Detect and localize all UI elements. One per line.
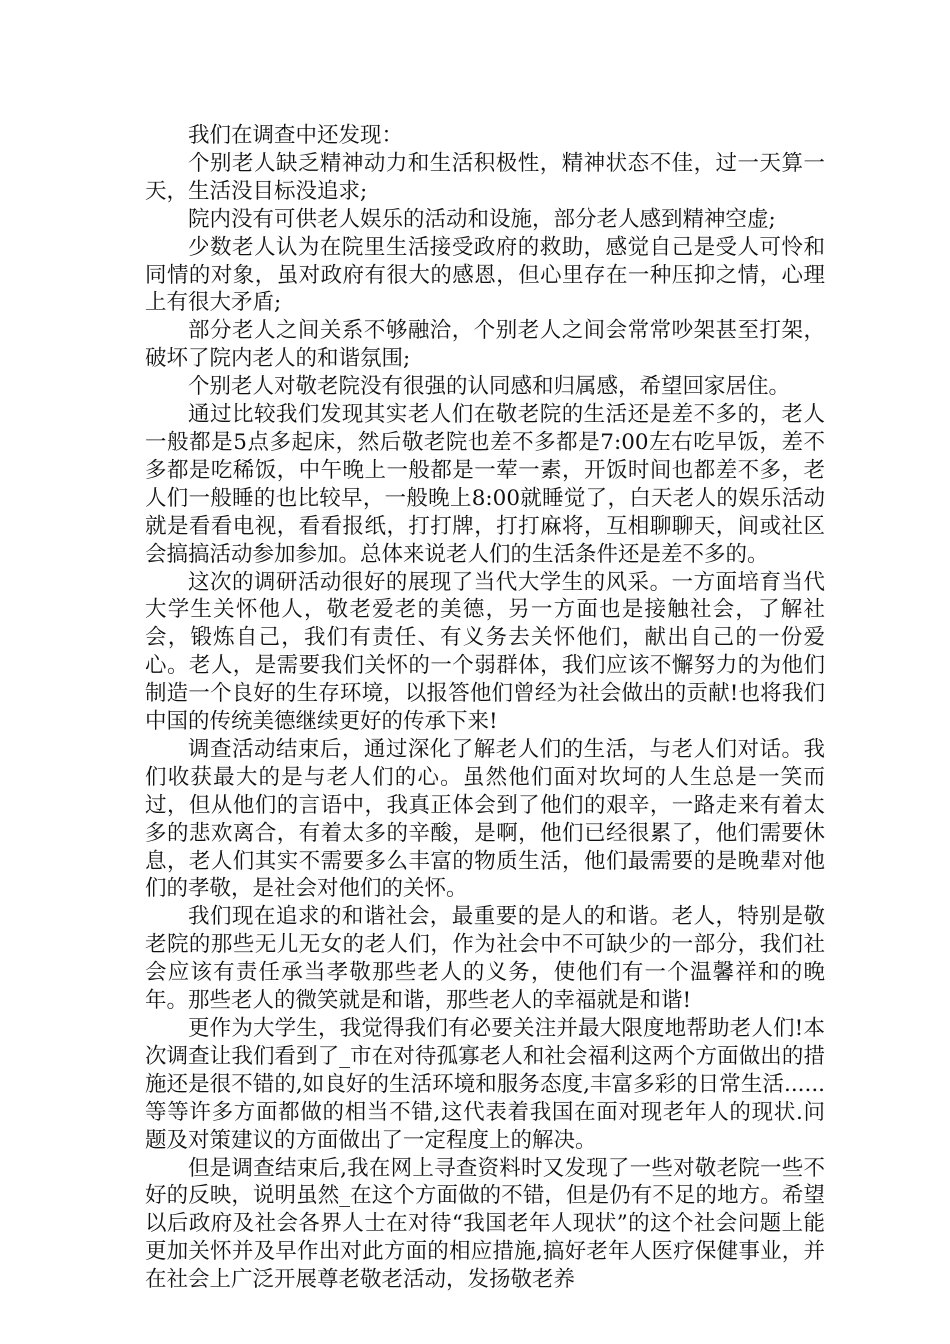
paragraph-relationships: 部分老人之间关系不够融洽，个别老人之间会常常吵架甚至打架，破坏了院内老人的和谐氛围; xyxy=(145,318,825,372)
paragraph-findings-intro: 我们在调查中还发现： xyxy=(188,123,404,148)
paragraph-government-aid: 少数老人认为在院里生活接受政府的救助，感觉自己是受人可怜和同情的对象，虽对政府有很大的感恩，但心里存在一种压抑之情，心理上有很大矛盾; xyxy=(145,234,825,316)
paragraph-harmonious-society: 我们现在追求的和谐社会，最重要的是人的和谐。老人，特别是敬老院的那些无儿无女的老人们，作为社会中不可缺少的一部分，我们社会应该有责任承当孝敬那些老人的义务，使他们有一个温馨祥和的晚年。那些老人的微笑就是和谐，那些老人的幸福就是和谐! xyxy=(145,904,825,1014)
paragraph-lack-motivation: 个别老人缺乏精神动力和生活积极性，精神状态不佳，过一天算一天，生活没目标没追求; xyxy=(145,150,825,204)
paragraph-daily-routine: 通过比较我们发现其实老人们在敬老院的生活还是差不多的，老人一般都是5点多起床，然后敬老院也差不多都是7:00左右吃早饭，差不多都是吃稀饭，中午晚上一般都是一荤一素，开饭时间也都差不多，老人们一般睡的也比较早，一般晚上8:00就睡觉了，白天老人的娱乐活动就是看看电视，看看报纸，打打牌，打打麻将，互相聊聊天，间或社区会搞搞活动参加参加。总体来说老人们的生活条件还是差不多的。 xyxy=(145,402,825,567)
document-body xyxy=(145,122,825,1294)
paragraph-college-students: 更作为大学生，我觉得我们有必要关注并最大限度地帮助老人们!本次调查让我们看到了_市在对待孤寡老人和社会福利这两个方面做出的措施还是很不错的,如良好的生活环境和服务态度,丰富多彩的日常生活......等等许多方面都做的相当不错,这代表着我国在面对现老年人的现状.问题及对策建议的方面做出了一定程度上的解决。 xyxy=(145,1016,825,1153)
paragraph-after-survey: 调查活动结束后，通过深化了解老人们的生活，与老人们对话。我们收获最大的是与老人们的心。虽然他们面对坎坷的人生总是一笑而过，但从他们的言语中，我真正体会到了他们的艰辛，一路走来有着太多的悲欢离合，有着太多的辛酸，是啊，他们已经很累了，他们需要休息，老人们其实不需要多么丰富的物质生活，他们最需要的是晚辈对他们的孝敬，是社会对他们的关怀。 xyxy=(145,736,825,902)
paragraph-shortcomings: 但是调查结束后,我在网上寻查资料时又发现了一些对敬老院一些不好的反映，说明虽然_在这个方面做的不错，但是仍有不足的地方。希望以后政府及社会各界人士在对待“我国老年人现状”的这个社会问题上能更加关怀并及早作出对此方面的相应措施,搞好老年人医疗保健事业，并在社会上广泛开展尊老敬老活动，发扬敬老养 xyxy=(145,1155,825,1293)
paragraph-no-facilities: 院内没有可供老人娱乐的活动和设施，部分老人感到精神空虚; xyxy=(188,206,776,232)
paragraph-research-value: 这次的调研活动很好的展现了当代大学生的风采。一方面培育当代大学生关怀他人，敬老爱老的美德，另一方面也是接触社会，了解社会，锻炼自己，我们有责任、有义务去关怀他们，献出自己的一份爱心。老人，是需要我们关怀的一个弱群体，我们应该不懈努力的为他们制造一个良好的生存环境，以报答他们曾经为社会做出的贡献!也将我们中国的传统美德继续更好的传承下来! xyxy=(145,569,825,735)
paragraph-belonging: 个别老人对敬老院没有很强的认同感和归属感，希望回家居住。 xyxy=(188,374,791,400)
